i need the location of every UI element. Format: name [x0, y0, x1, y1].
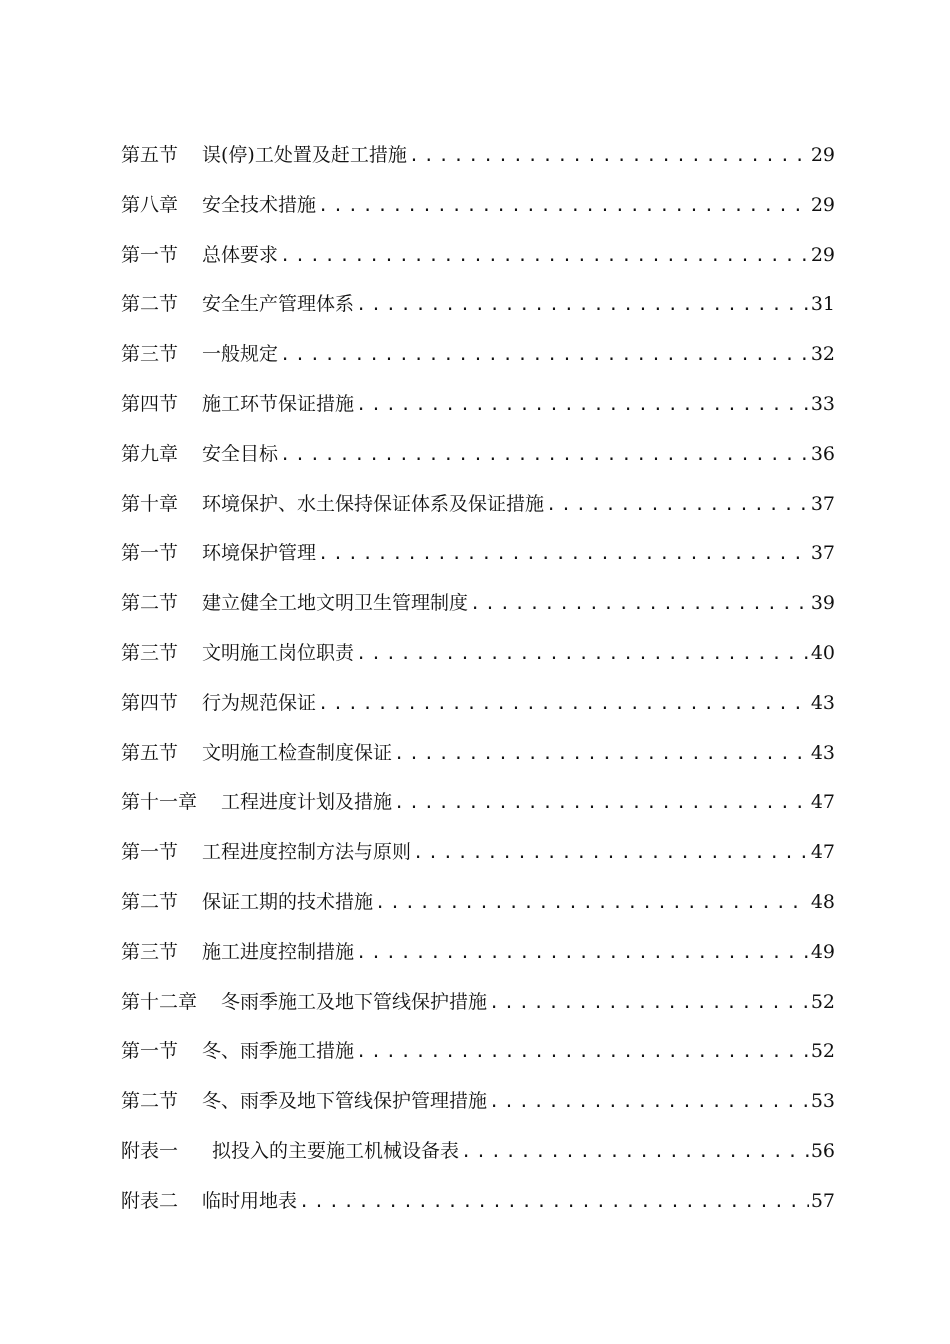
toc-entry-number: 第八章 [121, 193, 179, 216]
toc-entry[interactable] [121, 330, 835, 380]
toc-entry-number: 第四节 [121, 691, 179, 714]
toc-entry[interactable] [121, 280, 835, 330]
toc-entry-number: 第一节 [121, 542, 179, 565]
toc-entry-title: 安全目标 [202, 442, 279, 465]
toc-entry-page-number: 39 [810, 592, 835, 615]
toc-dot-leader [318, 182, 809, 232]
toc-entry-title: 安全生产管理体系 [202, 293, 355, 316]
toc-entry-title: 环境保护、水土保持保证体系及保证措施 [202, 492, 545, 515]
toc-entry-page-number: 56 [810, 1139, 835, 1162]
toc-entry-title: 一般规定 [202, 343, 279, 366]
toc-entry-page-number: 47 [810, 791, 835, 814]
toc-entry-title: 拟投入的主要施工机械设备表 [212, 1139, 460, 1162]
toc-dot-leader [299, 1178, 809, 1228]
toc-entry-page-number: 49 [810, 940, 835, 963]
toc-entry-page-number: 37 [810, 542, 835, 565]
toc-entry-number: 第十章 [121, 492, 179, 515]
toc-entry-number: 附表一 [121, 1139, 179, 1162]
toc-entry-number: 第一节 [121, 243, 179, 266]
toc-entry-page-number: 31 [810, 293, 835, 316]
toc-dot-leader [413, 829, 809, 879]
toc-dot-leader [394, 779, 809, 829]
toc-entry-title: 工程进度计划及措施 [221, 791, 393, 814]
toc-dot-leader [546, 481, 809, 531]
toc-entry[interactable] [121, 430, 835, 480]
toc-dot-leader [461, 1128, 809, 1178]
toc-entry-title: 文明施工岗位职责 [202, 641, 355, 664]
toc-entry-number: 第二节 [121, 890, 179, 913]
toc-dot-leader [280, 331, 809, 381]
toc-dot-leader [394, 730, 809, 780]
toc-entry-title: 冬、雨季及地下管线保护管理措施 [202, 1090, 488, 1113]
toc-entry[interactable] [121, 629, 835, 679]
toc-entry-page-number: 47 [810, 841, 835, 864]
toc-entry-number: 第十一章 [121, 791, 198, 814]
toc-entry-title: 行为规范保证 [202, 691, 317, 714]
toc-entry-title: 安全技术措施 [202, 193, 317, 216]
toc-dot-leader [318, 530, 809, 580]
toc-dot-leader [470, 580, 809, 630]
toc-entry-number: 第四节 [121, 392, 179, 415]
toc-entry-number: 第二节 [121, 293, 179, 316]
toc-entry[interactable] [121, 1027, 835, 1077]
toc-dot-leader [489, 1078, 809, 1128]
toc-entry[interactable] [121, 579, 835, 629]
toc-entry-title: 总体要求 [202, 243, 279, 266]
toc-entry-number: 第十二章 [121, 990, 198, 1013]
toc-entry-title: 施工进度控制措施 [202, 940, 355, 963]
toc-dot-leader [409, 132, 809, 182]
toc-entry-number: 第九章 [121, 442, 179, 465]
toc-entry-title: 建立健全工地文明卫生管理制度 [202, 592, 469, 615]
toc-entry-page-number: 57 [810, 1189, 835, 1212]
toc-entry[interactable] [121, 181, 835, 231]
toc-entry[interactable] [121, 1177, 835, 1227]
toc-entry[interactable] [121, 380, 835, 430]
toc-entry-number: 第一节 [121, 841, 179, 864]
toc-entry-title: 冬雨季施工及地下管线保护措施 [221, 990, 488, 1013]
toc-entry-number: 第三节 [121, 641, 179, 664]
toc-entry-page-number: 29 [810, 243, 835, 266]
toc-dot-leader [356, 929, 809, 979]
toc-entry[interactable] [121, 480, 835, 530]
toc-entry-page-number: 43 [810, 741, 835, 764]
toc-entry-page-number: 33 [810, 392, 835, 415]
toc-entry-title: 冬、雨季施工措施 [202, 1040, 355, 1063]
toc-dot-leader [356, 1028, 809, 1078]
toc-entry-title: 误(停)工处置及赶工措施 [202, 144, 407, 166]
toc-entry-number: 第一节 [121, 1040, 179, 1063]
toc-entry-title: 工程进度控制方法与原则 [202, 841, 412, 864]
toc-entry-title: 施工环节保证措施 [202, 392, 355, 415]
toc-entry[interactable] [121, 131, 835, 181]
toc-entry[interactable] [121, 1077, 835, 1127]
toc-entry-page-number: 37 [810, 492, 835, 515]
toc-entry-page-number: 43 [810, 691, 835, 714]
toc-entry-number: 附表二 [121, 1189, 179, 1212]
toc-entry-page-number: 29 [810, 193, 835, 216]
toc-entry-page-number: 52 [810, 1040, 835, 1063]
toc-entry-page-number: 53 [810, 1090, 835, 1113]
toc-entry[interactable] [121, 729, 835, 779]
toc-dot-leader [318, 680, 809, 730]
toc-entry[interactable] [121, 231, 835, 281]
toc-entry-number: 第五节 [121, 741, 179, 764]
toc-entry[interactable] [121, 778, 835, 828]
toc-entry[interactable] [121, 679, 835, 729]
toc-dot-leader [280, 232, 809, 282]
toc-entry[interactable] [121, 978, 835, 1028]
toc-dot-leader [489, 979, 809, 1029]
toc-entry[interactable] [121, 878, 835, 928]
toc-entry[interactable] [121, 529, 835, 579]
toc-entry-number: 第二节 [121, 1090, 179, 1113]
toc-dot-leader [375, 879, 809, 929]
toc-entry-number: 第三节 [121, 343, 179, 366]
toc-entry-page-number: 32 [810, 343, 835, 366]
toc-entry-page-number: 29 [810, 144, 835, 166]
toc-entry[interactable] [121, 928, 835, 978]
toc-entry-page-number: 36 [810, 442, 835, 465]
table-of-contents [121, 131, 835, 1227]
toc-entry-number: 第三节 [121, 940, 179, 963]
toc-entry-page-number: 52 [810, 990, 835, 1013]
toc-entry-number: 第五节 [121, 144, 179, 166]
toc-entry-title: 保证工期的技术措施 [202, 890, 374, 913]
toc-entry[interactable] [121, 1127, 835, 1177]
toc-dot-leader [356, 381, 809, 431]
toc-entry[interactable] [121, 828, 835, 878]
toc-entry-number: 第二节 [121, 592, 179, 615]
toc-entry-title: 环境保护管理 [202, 542, 317, 565]
toc-entry-title: 文明施工检查制度保证 [202, 741, 393, 764]
toc-entry-page-number: 48 [810, 890, 835, 913]
toc-dot-leader [280, 431, 809, 481]
toc-dot-leader [356, 630, 809, 680]
toc-entry-title: 临时用地表 [202, 1189, 298, 1212]
toc-entry-page-number: 40 [810, 641, 835, 664]
toc-dot-leader [356, 281, 809, 331]
